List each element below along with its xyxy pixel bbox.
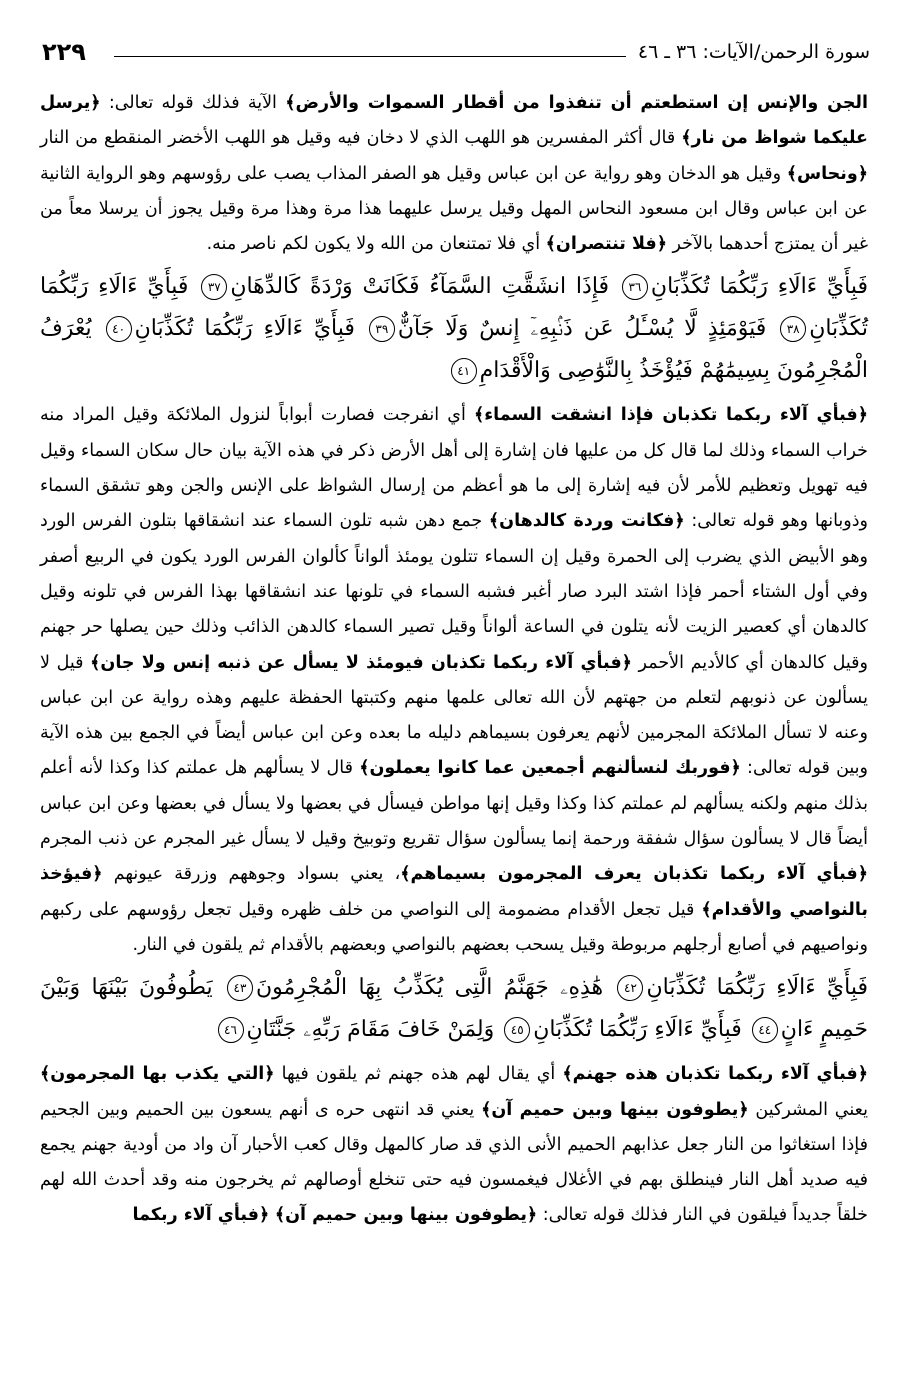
text: يعني المشركين xyxy=(748,1099,868,1120)
ayah-text: فَبِأَيِّ ءَالَاءِ رَبِّكُمَا تُكَذِّبَانِ xyxy=(646,975,869,1001)
ayah-number-marker: ٤٠ xyxy=(106,316,132,342)
verse-block-1 xyxy=(40,266,868,392)
ayah-number-marker: ٤٦ xyxy=(218,1017,244,1043)
ayah-text: يُعْرَفُ الْمُجْرِمُونَ بِسِيمَٰهُمْ فَيُؤْخَذُ بِالنَّوَٰصِى وَالْأَقْدَامِ xyxy=(40,316,868,384)
text: ، يعني بسواد وجوههم وزرقة عيونهم xyxy=(102,864,401,885)
text: أي فلا تمتنعان من الله ولا يكون لكم ناصر منه. xyxy=(206,234,546,255)
text: يعني قد انتهى حره ى أنهم يسعون بين الحميم وبين الجحيم فإذا استغاثوا من النار جعل عذابهم الحميم الأنى الذي قد صار كالمهل وقال كعب الأحبار آن واد من أودية جهنم يجمع فيه صديد أهل النار فينطلق بهم في الأغلال فيغمسون فيه حتى تنخلع أوصالهم ثم يخرجون منه وقد أحدث الله لهم خلقاً جديداً فيلقون في النار فذلك قوله تعالى: xyxy=(40,1099,868,1226)
ayah-text: فَبِأَيِّ ءَالَاءِ رَبِّكُمَا تُكَذِّبَانِ xyxy=(533,1017,742,1043)
text: قال أكثر المفسرين هو اللهب الذي لا دخان فيه وقيل هو اللهب الأخضر المنقطع من النار xyxy=(40,128,682,149)
quote: ﴿فبأي آلاء ربكما تكذبان يعرف المجرمون بسيماهم﴾ xyxy=(400,864,868,885)
quote: ﴿فوربك لنسألنهم أجمعين عما كانوا يعملون﴾ xyxy=(359,758,741,779)
quote: ﴿فيؤخذ بالنواصي والأقدام﴾ xyxy=(40,864,868,920)
quote: ﴿فبأي آلاء ربكما تكذبان فيومئذ لا يسأل عن ذنبه إنس ولا جان﴾ xyxy=(90,652,632,673)
text: أي انفرجت فصارت أبواباً لنزول الملائكة وقيل المراد منه خراب السماء وذلك لما قال كل من عليها فان إشارة إلى أهل الأرض ذكر في هذه الآية بيان حال سكان السماء وقيل فيه تهويل وتعظيم للأمر لأن فيه إشارة إلى ما هو أعظم من إرسال الشواظ على الإنس والجن وهو تشقق السماء وذوبانها وهو قوله تعالى: xyxy=(40,405,869,532)
quote: ﴿ونحاس﴾ xyxy=(786,163,868,184)
ayah-number-marker: ٣٨ xyxy=(780,316,806,342)
body-text xyxy=(40,86,868,1234)
text: الآية فذلك قوله تعالى: xyxy=(100,93,286,113)
ayah-number-marker: ٤١ xyxy=(451,358,477,384)
ayah-number-marker: ٤٤ xyxy=(752,1017,778,1043)
ayah-number-marker: ٤٣ xyxy=(227,975,253,1001)
ayah-number-marker: ٣٩ xyxy=(369,316,395,342)
ayah-number-marker: ٣٧ xyxy=(201,274,227,300)
page-number: ٢٢٩ xyxy=(42,38,86,66)
running-title: سورة الرحمن/الآيات: ٣٦ ـ ٤٦ xyxy=(637,41,870,63)
quote: الجن والإنس إن استطعتم أن تنفذوا من أقطار السموات والأرض﴾ xyxy=(285,93,869,113)
paragraph-commentary-1 xyxy=(40,398,868,963)
quote: ﴿يطوفون بينها وبين حميم آن﴾ xyxy=(274,1205,538,1226)
quote: ﴿فبأي آلاء ربكما تكذبان هذه جهنم﴾ xyxy=(562,1064,869,1085)
paragraph-intro xyxy=(40,86,868,262)
ayah-number-marker: ٣٦ xyxy=(622,274,648,300)
text: قيل تجعل الأقدام مضمومة إلى النواصي من خلف ظهره وقيل تجعل رؤوسهم على ركبهم ونواصيهم في أصابع أرجلهم مربوطة وقيل يسحب بعضهم بالنواصي وبعضهم بالأقدام ثم يلقون في النار. xyxy=(40,899,868,955)
ayah-text: وَلِمَنْ خَافَ مَقَامَ رَبِّهِۦ جَنَّتَانِ xyxy=(246,1017,495,1043)
quote: ﴿فلا تنتصران﴾ xyxy=(545,234,667,255)
text: أي يقال لهم هذه جهنم ثم يلقون فيها xyxy=(274,1064,563,1085)
text: وقيل هو الدخان وهو رواية عن ابن عباس وقيل هو الصفر المذاب يصب على رؤوسهم وهو الرواية الثانية عن ابن عباس وقال ابن مسعود النحاس المهل وقيل يرسل عليهما هذا مرة وهذا مرة وقيل يجوز أن يرسلا معاً من غير أن يمتزج أحدهما بالآخر xyxy=(40,163,868,255)
quote: ﴿يرسل عليكما شواظ من نار﴾ xyxy=(40,93,868,149)
ayah-text: يَطُوفُونَ بَيْنَهَا وَبَيْنَ حَمِيمٍ ءَانٍ xyxy=(40,975,868,1043)
ayah-text: فَيَوْمَئِذٍ لَّا يُسْـَٔلُ عَن ذَنۢبِهِۦٓ إِنسٌ وَلَا جَآنٌّ xyxy=(397,316,767,342)
text: قيل لا يسألون عن ذنوبهم لتعلم من جهتهم لأن الله تعالى علمها منهم وكتبتها الحفظة عليهم وهذه رواية عن ابن عباس وعنه لا تسأل الملائكة المجرمين لأنهم يعرفون بسيماهم دليله ما بعده وعن ابن عباس أيضاً في الجمع بين هذه الآية وبين قوله تعالى: xyxy=(40,652,868,779)
ayah-text: فَبِأَيِّ ءَالَاءِ رَبِّكُمَا تُكَذِّبَانِ xyxy=(650,274,869,300)
ayah-text: هَٰذِهِۦ جَهَنَّمُ الَّتِى يُكَذِّبُ بِهَا الْمُجْرِمُونَ xyxy=(255,975,604,1001)
header-rule xyxy=(114,56,626,57)
quote: ﴿فكانت وردة كالدهان﴾ xyxy=(488,511,685,532)
ayah-text: فَبِأَيِّ ءَالَاءِ رَبِّكُمَا تُكَذِّبَانِ xyxy=(134,316,355,342)
quote: ﴿فبأي آلاء ربكما تكذبان فإذا انشقت السماء﴾ xyxy=(473,405,868,426)
text: جمع دهن شبه تلون السماء عند انشقاقها بتلون الفرس الورد وهو الأبيض الذي يضرب إلى الحمرة وقيل إن السماء تتلون يومئذ ألواناً كألوان الفرس الورد يكون في الربيع أصفر وفي أول الشتاء أحمر فإذا اشتد البرد صار أغبر فشبه السماء في تلونها عند انشقاقها بهذا الفرس في تلونه وقيل كالدهان أي كعصير الزيت لأنه يتلون في الساعة ألواناً وقيل تصير السماء كالدهن الذائب وذلك حين يصلها حر جهنم وقيل كالدهان أي كالأديم الأحمر xyxy=(40,511,868,673)
ayah-number-marker: ٤٥ xyxy=(504,1017,530,1043)
page-header xyxy=(30,30,870,74)
verse-block-2 xyxy=(40,967,868,1051)
ayah-text: فَإِذَا انشَقَّتِ السَّمَآءُ فَكَانَتْ وَرْدَةً كَالدِّهَانِ xyxy=(230,274,610,300)
quote: ﴿فبأي آلاء ربكما xyxy=(132,1205,270,1226)
quote: ﴿التي يكذب بها المجرمون﴾ xyxy=(40,1064,275,1085)
ayah-number-marker: ٤٢ xyxy=(617,975,643,1001)
paragraph-commentary-2 xyxy=(40,1057,868,1233)
quote: ﴿يطوفون بينها وبين حميم آن﴾ xyxy=(481,1099,749,1120)
ayah-text: فَبِأَيِّ ءَالَاءِ رَبِّكُمَا تُكَذِّبَانِ xyxy=(40,274,868,342)
text: قال لا يسألهم هل عملتم كذا وكذا لأنه أعلم بذلك منهم ولكنه يسألهم لم عملتم كذا وكذا وقيل إنها مواطن فيسأل في بعضها ولا يسأل في بعضها وعن ابن عباس أيضاً قال لا يسألون سؤال شفقة ورحمة إنما يسألون سؤال تقريع وتوبيخ وقيل لا يسأل غير المجرم عن ذنب المجرم xyxy=(40,758,868,850)
